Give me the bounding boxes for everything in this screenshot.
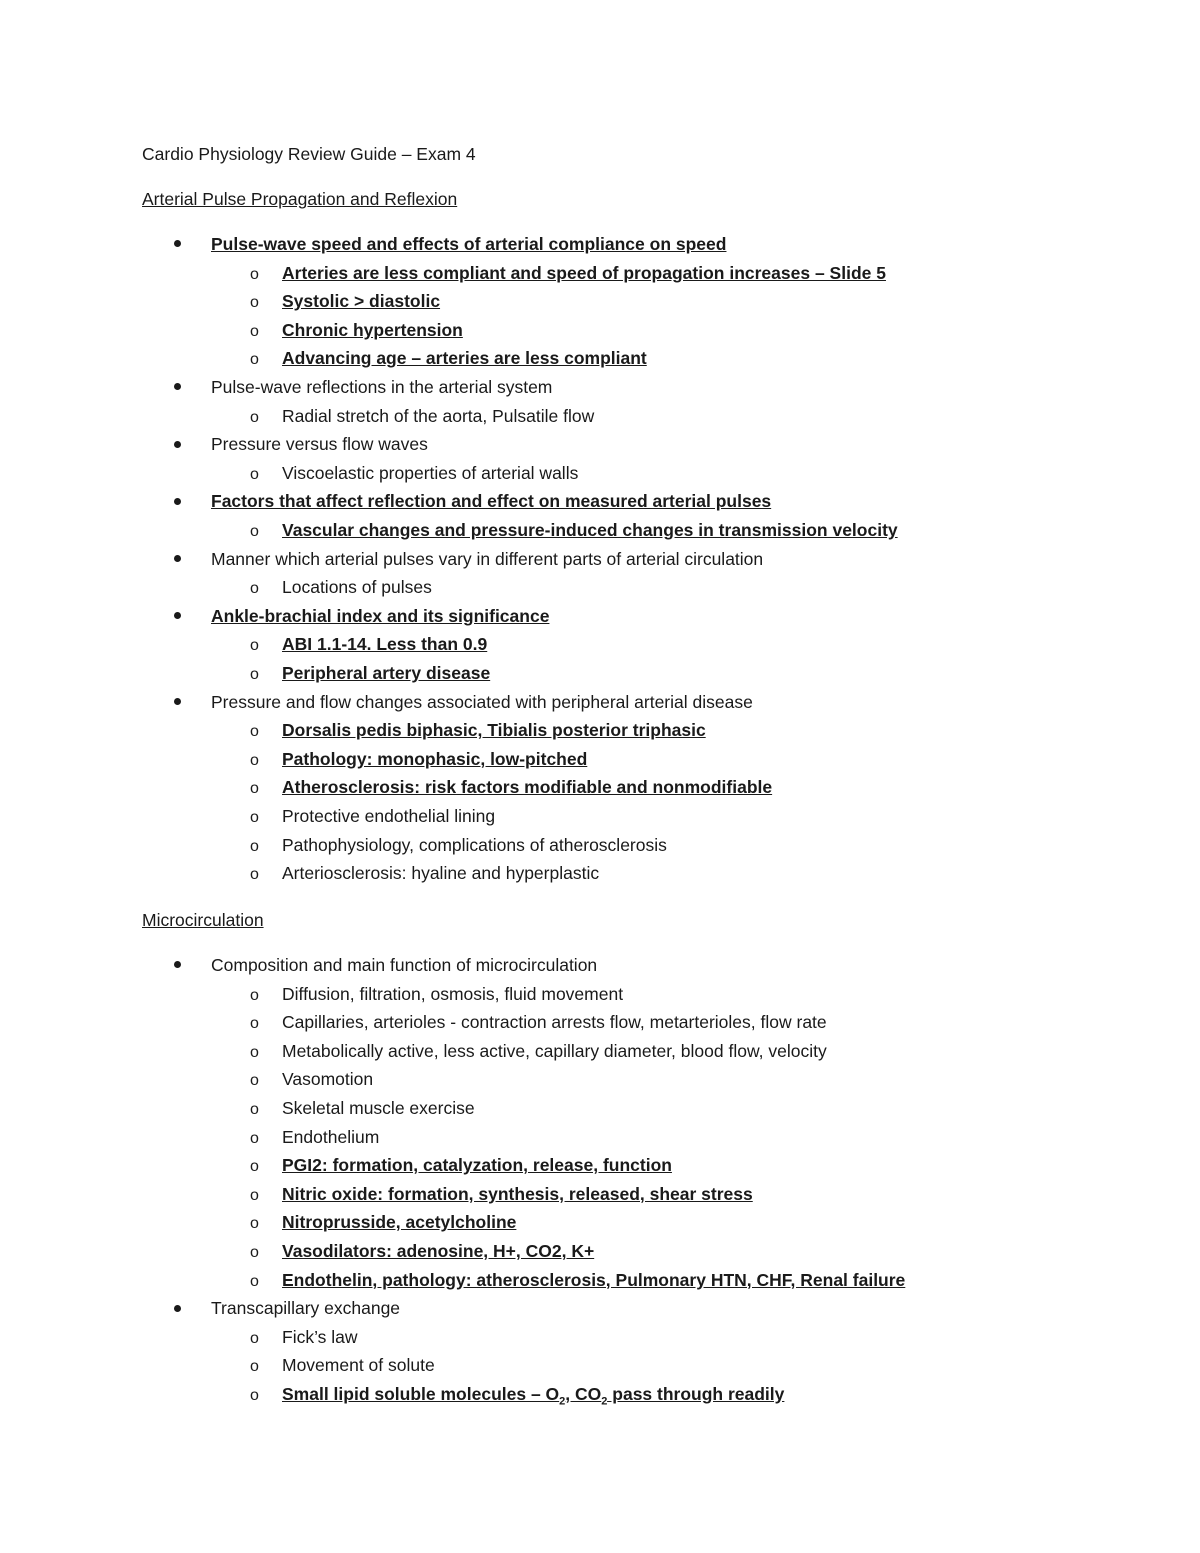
- list-item: [250, 1241, 594, 1262]
- sub-bullet-icon: o: [250, 408, 259, 426]
- list-item-text: ABI 1.1-14. Less than 0.9: [282, 634, 488, 655]
- list-item-text: Transcapillary exchange: [211, 1298, 401, 1319]
- sub-bullet-icon: o: [250, 465, 259, 483]
- list-item-text: Arteries are less compliant and speed of propagation increases – Slide 5: [282, 262, 886, 283]
- sub-bullet-icon: o: [250, 1358, 259, 1376]
- list-item: [250, 634, 487, 655]
- list-item: [250, 1184, 753, 1205]
- list-item-text: Vasomotion: [282, 1069, 374, 1090]
- bullet-icon: [174, 234, 211, 255]
- list-item-text: Pressure versus flow waves: [211, 434, 428, 455]
- list-item-text: Ankle-brachial index and its significance: [211, 605, 550, 626]
- list-item-text: Small lipid soluble molecules – $O_2$, $CO_2$ pass through readily: [282, 1384, 785, 1408]
- list-item: [250, 1069, 373, 1090]
- list-item-text: Chronic hypertension: [282, 319, 463, 340]
- list-item-text: Vasodilators: adenosine, H+, CO2, K+: [282, 1241, 595, 1261]
- list-item: [250, 1270, 905, 1291]
- sub-bullet-icon: o: [250, 1129, 259, 1147]
- list-item-text: Pathophysiology, complications of atherosclerosis: [282, 834, 667, 855]
- list-item: [250, 984, 623, 1005]
- list-item: [250, 348, 647, 369]
- sub-bullet-icon: o: [250, 637, 259, 655]
- list-item-text: Diffusion, filtration, osmosis, fluid movement: [282, 983, 624, 1004]
- list-item-text: Pathology: monophasic, low-pitched: [282, 748, 588, 769]
- list-item: [250, 406, 594, 427]
- list-item: [250, 463, 578, 484]
- sub-bullet-icon: o: [250, 294, 259, 312]
- list-item: [250, 1384, 784, 1408]
- sub-bullet-icon: o: [250, 1244, 259, 1261]
- section-heading: Microcirculation: [142, 910, 264, 930]
- list-item-text: Radial stretch of the aorta, Pulsatile flow: [282, 405, 595, 426]
- sub-bullet-icon: o: [250, 580, 259, 598]
- list-item: [250, 1327, 358, 1348]
- sub-bullet-icon: o: [250, 837, 259, 855]
- list-item: [250, 1155, 672, 1176]
- list-item: [250, 1127, 379, 1148]
- list-item: [250, 263, 886, 284]
- list-item: [250, 1041, 827, 1062]
- bullet-icon: [174, 955, 211, 976]
- list-item: [174, 377, 552, 398]
- list-item-text: Manner which arterial pulses vary in different parts of arterial circulation: [211, 548, 764, 569]
- list-item-text: Advancing age – arteries are less compliant: [282, 348, 647, 369]
- sub-bullet-icon: o: [250, 1329, 259, 1347]
- sub-bullet-icon: o: [250, 1158, 259, 1176]
- list-item-text: Systolic > diastolic: [282, 291, 441, 312]
- bullet-icon: [174, 692, 211, 713]
- bullet-icon: [174, 1298, 211, 1319]
- sub-bullet-icon: o: [250, 1101, 259, 1118]
- list-item-text: Atherosclerosis: risk factors modifiable and nonmodifiable: [282, 777, 773, 798]
- list-item: [174, 434, 428, 455]
- list-item-text: Skeletal muscle exercise: [282, 1098, 475, 1118]
- sub-bullet-icon: o: [250, 1186, 259, 1204]
- list-item: [250, 320, 463, 341]
- list-item: [250, 863, 599, 884]
- list-item-text: Pressure and flow changes associated with peripheral arterial disease: [211, 691, 753, 712]
- list-item: [174, 234, 726, 255]
- list-item: [250, 291, 440, 312]
- list-item: [250, 663, 490, 684]
- list-item: [250, 1355, 435, 1376]
- sub-bullet-icon: o: [250, 1043, 259, 1061]
- sub-bullet-icon: o: [250, 1272, 259, 1290]
- list-item: [250, 720, 706, 741]
- list-item-text: Composition and main function of microcirculation: [211, 955, 598, 975]
- list-item: [174, 1298, 400, 1319]
- list-item: [174, 491, 771, 512]
- list-item-text: PGI2: formation, catalyzation, release, function: [282, 1155, 672, 1176]
- list-item-text: Protective endothelial lining: [282, 806, 496, 826]
- list-item-text: Locations of pulses: [282, 577, 432, 598]
- sub-bullet-icon: o: [250, 866, 259, 884]
- bullet-icon: [174, 491, 211, 512]
- sub-bullet-icon: o: [250, 1215, 259, 1233]
- bullet-icon: [174, 549, 211, 570]
- list-item-text: Nitroprusside, acetylcholine: [282, 1212, 517, 1233]
- sub-bullet-icon: o: [250, 265, 259, 283]
- list-item-text: Fick’s law: [282, 1326, 358, 1347]
- list-item: [250, 749, 587, 770]
- list-item-text: Pulse-wave reflections in the arterial system: [211, 377, 553, 397]
- sub-bullet-icon: o: [250, 1072, 259, 1090]
- sub-bullet-icon: o: [250, 1387, 259, 1404]
- sub-bullet-icon: o: [250, 1015, 259, 1033]
- sub-bullet-icon: o: [250, 523, 259, 540]
- list-item: [250, 577, 432, 598]
- list-item: [250, 777, 772, 798]
- list-item: [174, 955, 597, 976]
- list-item: [250, 835, 667, 856]
- sub-bullet-icon: o: [250, 986, 259, 1004]
- section-heading: Arterial Pulse Propagation and Reflexion: [142, 189, 458, 209]
- list-item-text: Factors that affect reflection and effect on measured arterial pulses: [211, 491, 772, 512]
- list-item-text: Pulse-wave speed and effects of arterial compliance on speed: [211, 234, 727, 254]
- list-item: [174, 549, 763, 570]
- sub-bullet-icon: o: [250, 809, 259, 826]
- bullet-icon: [174, 377, 211, 398]
- list-item: [250, 1212, 516, 1233]
- sub-bullet-icon: o: [250, 351, 259, 369]
- list-item: [250, 520, 898, 541]
- sub-bullet-icon: o: [250, 723, 259, 741]
- sub-bullet-icon: o: [250, 751, 259, 769]
- sub-bullet-icon: o: [250, 666, 259, 683]
- list-item-text: Nitric oxide: formation, synthesis, released, shear stress: [282, 1183, 753, 1204]
- list-item: [174, 692, 753, 713]
- list-item-text: Dorsalis pedis biphasic, Tibialis posterior triphasic: [282, 720, 706, 741]
- list-item-text: Capillaries, arterioles - contraction arrests flow, metarterioles, flow rate: [282, 1012, 827, 1033]
- list-item-text: Arteriosclerosis: hyaline and hyperplastic: [282, 863, 600, 884]
- list-item-text: Viscoelastic properties of arterial walls: [282, 462, 579, 483]
- bullet-icon: [174, 434, 211, 455]
- list-item: [250, 1012, 827, 1033]
- list-item-text: Metabolically active, less active, capillary diameter, blood flow, velocity: [282, 1040, 827, 1061]
- list-item: [174, 606, 549, 627]
- bullet-icon: [174, 606, 211, 627]
- list-item-text: Endothelin, pathology: atherosclerosis, Pulmonary HTN, CHF, Renal failure: [282, 1269, 906, 1290]
- list-item: [250, 806, 495, 827]
- list-item-text: Vascular changes and pressure-induced changes in transmission velocity: [282, 520, 898, 540]
- list-item: [250, 1098, 475, 1119]
- list-item-text: Endothelium: [282, 1126, 380, 1147]
- list-item-text: Peripheral artery disease: [282, 663, 491, 683]
- sub-bullet-icon: o: [250, 780, 259, 798]
- page-title: Cardio Physiology Review Guide – Exam 4: [142, 144, 476, 164]
- list-item-text: Movement of solute: [282, 1355, 435, 1376]
- sub-bullet-icon: o: [250, 322, 259, 340]
